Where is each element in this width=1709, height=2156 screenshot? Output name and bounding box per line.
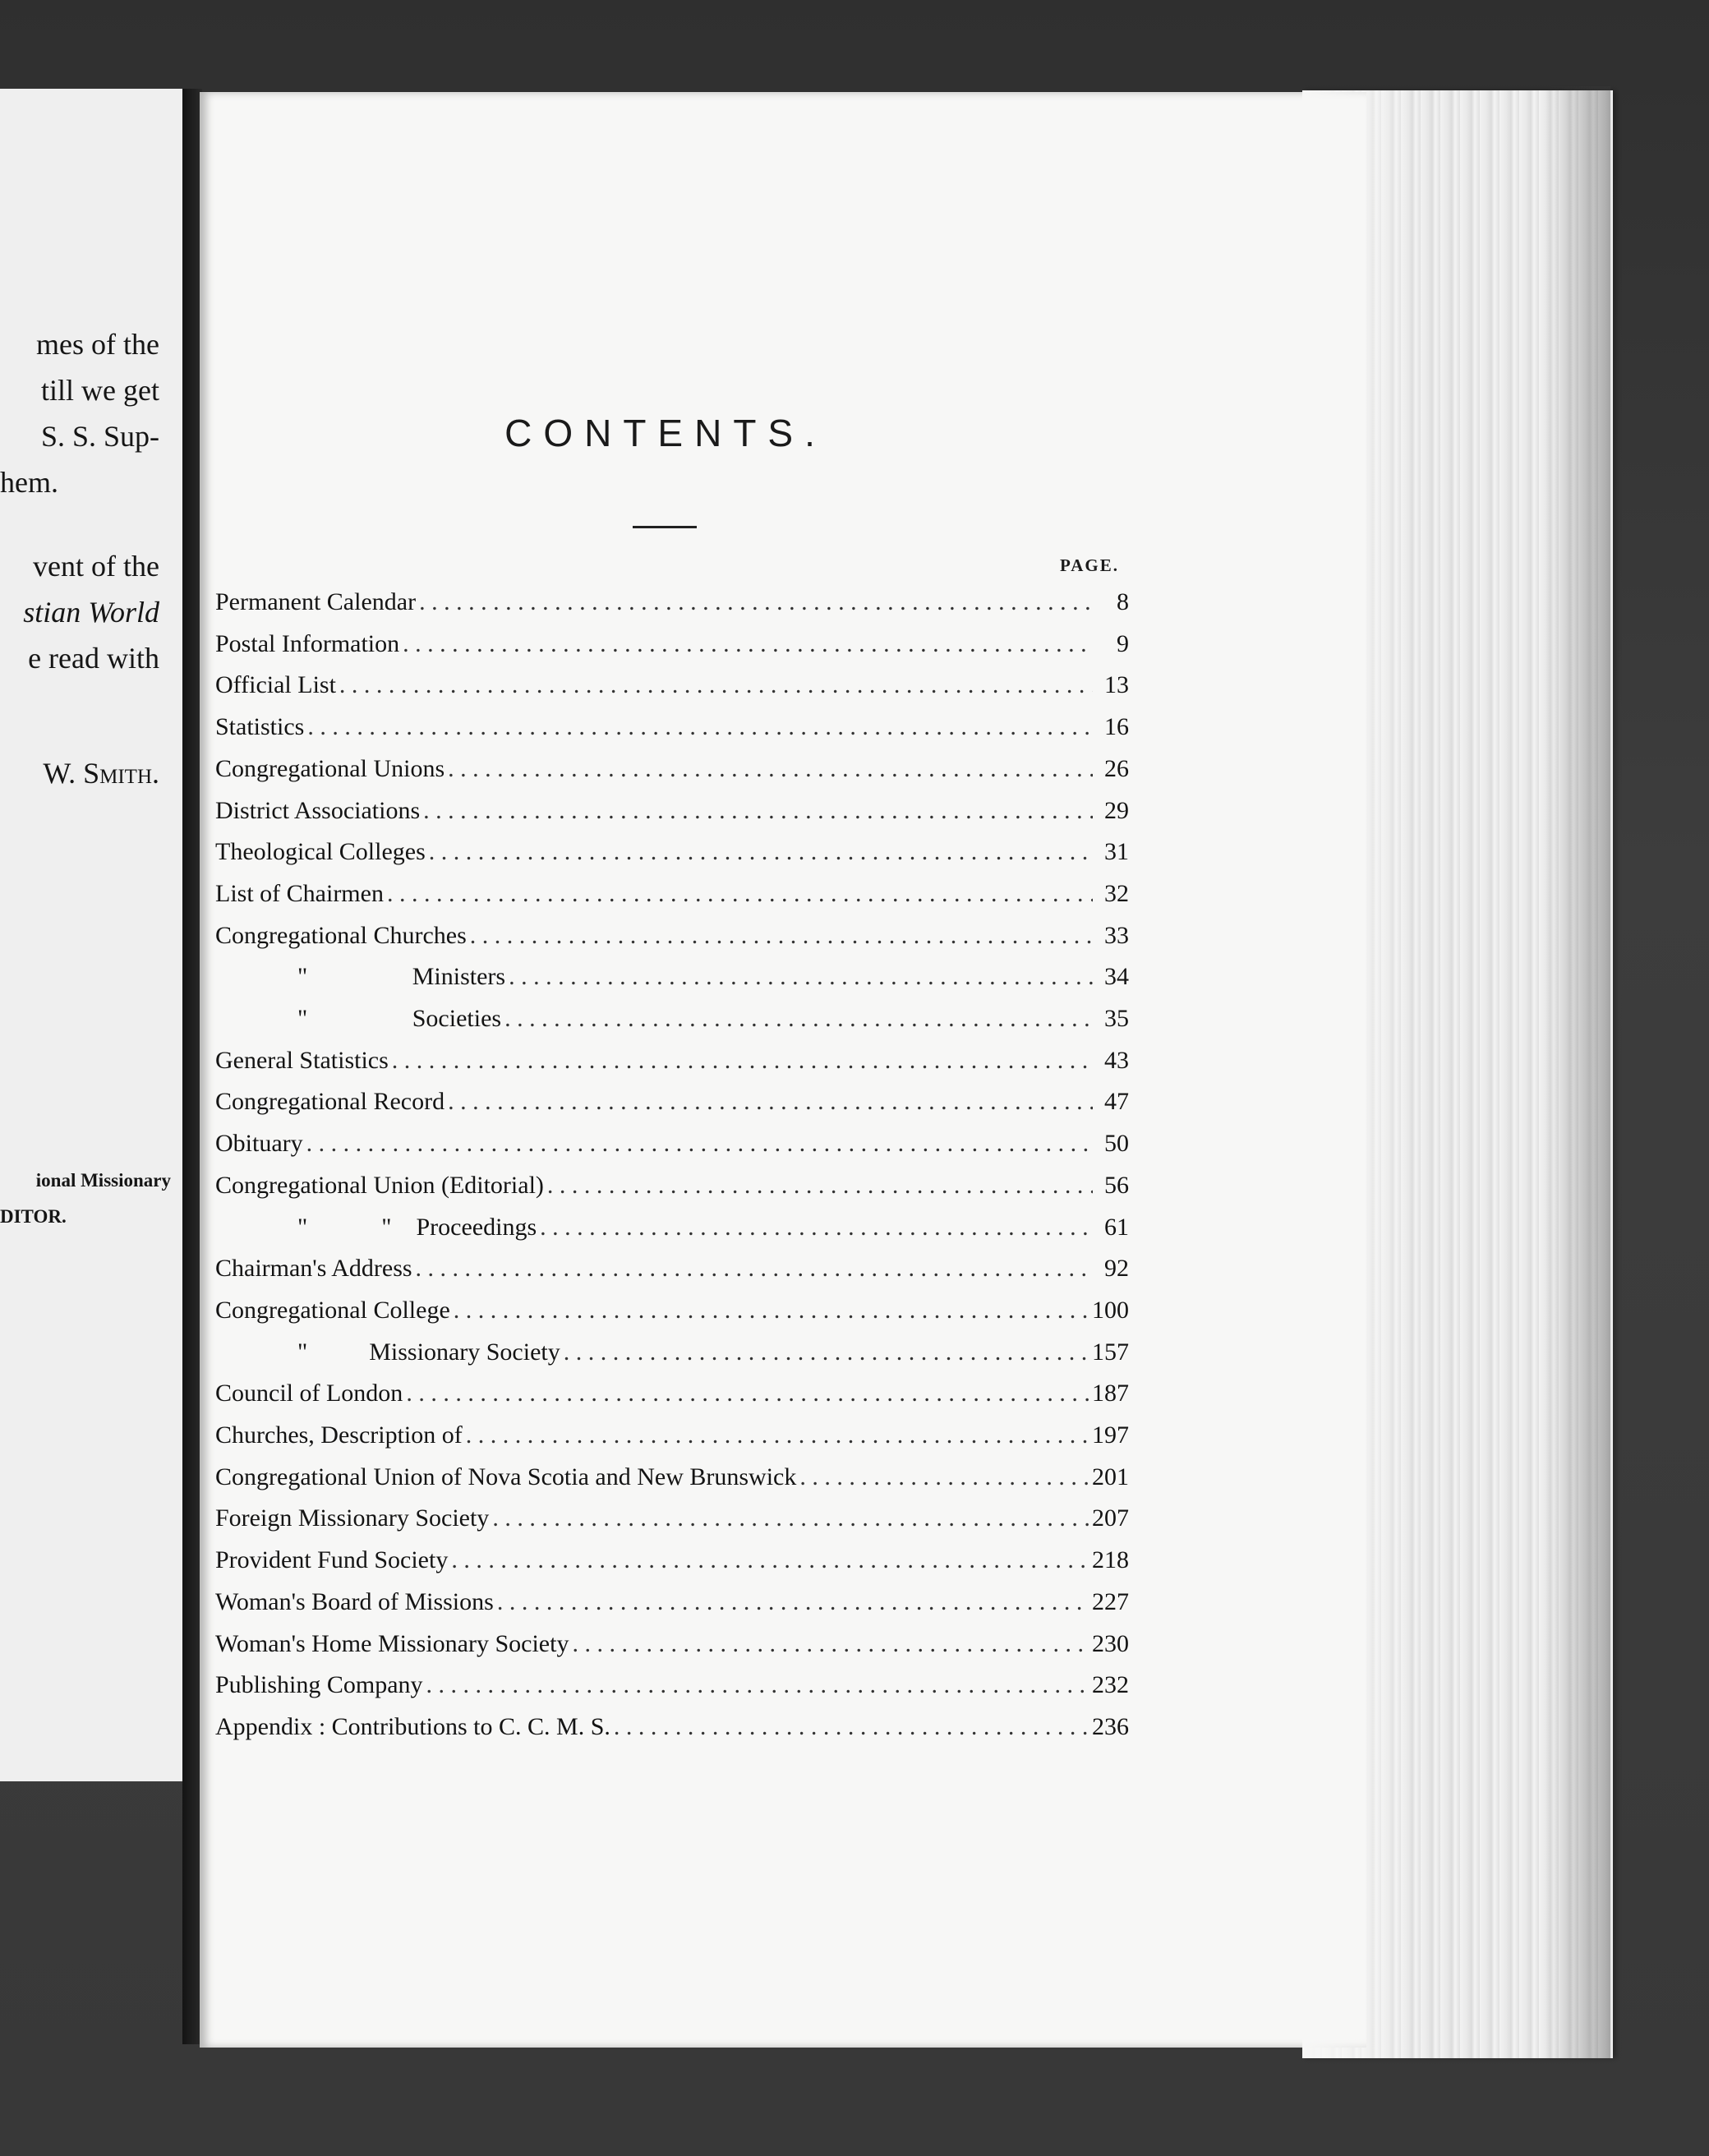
toc-entry-page: 43	[1104, 1046, 1129, 1074]
toc-leader-dots	[429, 838, 1093, 866]
left-text-line: hem.	[0, 466, 58, 499]
toc-entry	[215, 838, 1129, 871]
left-text-line: vent of the	[33, 550, 159, 583]
toc-leader-dots	[614, 1713, 1089, 1741]
toc-leader-dots	[564, 1338, 1089, 1366]
toc-entry-page: 207	[1092, 1504, 1129, 1532]
toc-entry	[215, 797, 1129, 830]
toc-entry	[215, 588, 1129, 621]
toc-entry-page: 8	[1117, 588, 1129, 615]
toc-entry-label: Official List	[215, 671, 336, 699]
toc-leader-dots	[416, 1255, 1093, 1283]
toc-entry-label: " Societies	[297, 1005, 502, 1032]
toc-leader-dots	[423, 797, 1093, 825]
title-rule	[633, 526, 697, 528]
toc-entry	[215, 1504, 1129, 1537]
toc-entry-label: Postal Information	[215, 629, 400, 657]
toc-entry-label: Congregational Union of Nova Scotia and New Brunswick	[215, 1463, 797, 1490]
toc-leader-dots	[387, 880, 1093, 908]
left-text-line: e read with	[28, 642, 159, 675]
toc-entry	[215, 1338, 1129, 1371]
toc-entry	[215, 922, 1129, 955]
toc-entry	[215, 1088, 1129, 1121]
left-facing-page	[0, 89, 189, 1781]
toc-entry-label: " Ministers	[297, 963, 506, 991]
toc-entry	[215, 1630, 1129, 1663]
toc-entry-page: 197	[1092, 1421, 1129, 1449]
toc-leader-dots	[426, 1671, 1089, 1699]
toc-entry-page: 236	[1092, 1712, 1129, 1740]
toc-entry-label: " " Proceedings	[297, 1213, 537, 1241]
toc-leader-dots	[339, 671, 1093, 699]
toc-entry-page: 56	[1104, 1171, 1129, 1199]
toc-entry-label: Provident Fund Society	[215, 1546, 449, 1574]
toc-leader-dots	[454, 1297, 1089, 1324]
toc-entry-label: Churches, Description of	[215, 1421, 463, 1449]
toc-leader-dots	[540, 1214, 1093, 1242]
toc-entry	[215, 1214, 1129, 1246]
toc-leader-dots	[492, 1504, 1089, 1532]
toc-entry-label: Congregational Union (Editorial)	[215, 1171, 544, 1199]
toc-leader-dots	[799, 1463, 1089, 1491]
toc-entry	[215, 1588, 1129, 1621]
toc-entry-page: 16	[1104, 713, 1129, 741]
toc-leader-dots	[448, 1088, 1093, 1116]
left-text-line: ional Missionary	[35, 1170, 171, 1191]
toc-entry-label: Publishing Company	[215, 1671, 423, 1699]
toc-leader-dots	[448, 755, 1093, 783]
toc-entry-page: 100	[1092, 1296, 1129, 1324]
toc-leader-dots	[307, 713, 1093, 741]
toc-entry-page: 32	[1104, 879, 1129, 907]
left-text-line: S. S. Sup-	[40, 420, 159, 453]
toc-entry	[215, 1130, 1129, 1163]
toc-entry-label: Obituary	[215, 1130, 303, 1158]
toc-leader-dots	[466, 1421, 1089, 1449]
toc-entry	[215, 1421, 1129, 1454]
left-text-line: DITOR.	[0, 1206, 67, 1227]
toc-entry-label: Council of London	[215, 1380, 403, 1407]
toc-entry-label: " Missionary Society	[297, 1338, 560, 1366]
toc-entry-label: General Statistics	[215, 1046, 389, 1074]
toc-entry-page: 29	[1104, 796, 1129, 824]
toc-entry	[215, 1713, 1129, 1746]
toc-entry	[215, 880, 1129, 913]
toc-entry-page: 218	[1092, 1546, 1129, 1574]
toc-entry	[215, 1172, 1129, 1205]
toc-entry	[215, 1546, 1129, 1579]
page-edge-shadow	[1545, 86, 1610, 2058]
toc-entry-page: 13	[1104, 671, 1129, 699]
toc-leader-dots	[470, 922, 1093, 950]
toc-leader-dots	[547, 1172, 1093, 1200]
contents-title: CONTENTS.	[504, 412, 827, 454]
toc-entry-label: Foreign Missionary Society	[215, 1504, 490, 1532]
toc-entry-page: 9	[1117, 629, 1129, 657]
toc-entry-label: District Associations	[215, 796, 421, 824]
toc-entry-page: 34	[1104, 963, 1129, 991]
toc-entry-label: Woman's Board of Missions	[215, 1587, 494, 1615]
toc-entry-label: Congregational Unions	[215, 754, 445, 782]
toc-entry-page: 92	[1104, 1255, 1129, 1283]
toc-entry-page: 61	[1104, 1213, 1129, 1241]
toc-entry	[215, 1380, 1129, 1412]
toc-entry-label: Permanent Calendar	[215, 588, 417, 615]
toc-leader-dots	[419, 588, 1093, 616]
toc-entry	[215, 630, 1129, 663]
toc-entry-label: List of Chairmen	[215, 879, 384, 907]
toc-entry-page: 230	[1092, 1629, 1129, 1657]
toc-entry-page: 26	[1104, 754, 1129, 782]
toc-entry-page: 31	[1104, 838, 1129, 866]
toc-entry-page: 157	[1092, 1338, 1129, 1366]
toc-entry-label: Woman's Home Missionary Society	[215, 1629, 569, 1657]
left-text-line: till we get	[41, 374, 159, 407]
toc-entry	[215, 1255, 1129, 1288]
toc-entry	[215, 1463, 1129, 1496]
toc-entry-page: 201	[1092, 1463, 1129, 1490]
toc-leader-dots	[306, 1130, 1093, 1158]
toc-entry	[215, 963, 1129, 996]
left-signature: W. Smith.	[43, 757, 159, 790]
toc-entry	[215, 1297, 1129, 1329]
page-edge-fade	[1302, 90, 1417, 2058]
toc-entry-page: 35	[1104, 1005, 1129, 1032]
left-text-line: stian World	[23, 596, 159, 629]
toc-entry	[215, 1671, 1129, 1704]
toc-entry-label: Appendix : Contributions to C. C. M. S.	[215, 1712, 610, 1740]
toc-entry-page: 50	[1104, 1130, 1129, 1158]
toc-entry-page: 227	[1092, 1587, 1129, 1615]
toc-leader-dots	[451, 1546, 1089, 1574]
toc-entry-page: 232	[1092, 1671, 1129, 1699]
toc-entry-page: 47	[1104, 1088, 1129, 1116]
toc-leader-dots	[406, 1380, 1089, 1407]
toc-leader-dots	[572, 1630, 1089, 1658]
toc-leader-dots	[509, 963, 1093, 991]
toc-entry-label: Congregational Record	[215, 1088, 445, 1116]
toc-entry	[215, 713, 1129, 746]
left-text-line: mes of the	[36, 328, 159, 361]
toc-entry-label: Statistics	[215, 713, 305, 741]
toc-leader-dots	[403, 630, 1093, 658]
toc-entry-page: 33	[1104, 921, 1129, 949]
toc-leader-dots	[497, 1588, 1089, 1616]
toc-leader-dots	[504, 1005, 1093, 1033]
toc-entry	[215, 1047, 1129, 1080]
toc-entry-label: Congregational Churches	[215, 921, 467, 949]
toc-leader-dots	[392, 1047, 1093, 1075]
page-column-header: PAGE.	[1060, 555, 1120, 575]
toc-entry-label: Congregational College	[215, 1296, 450, 1324]
toc-entry	[215, 755, 1129, 788]
toc-entry	[215, 671, 1129, 704]
toc-entry-label: Chairman's Address	[215, 1255, 412, 1283]
toc-entry	[215, 1005, 1129, 1038]
toc-entry-label: Theological Colleges	[215, 838, 426, 866]
toc-entry-page: 187	[1092, 1380, 1129, 1407]
